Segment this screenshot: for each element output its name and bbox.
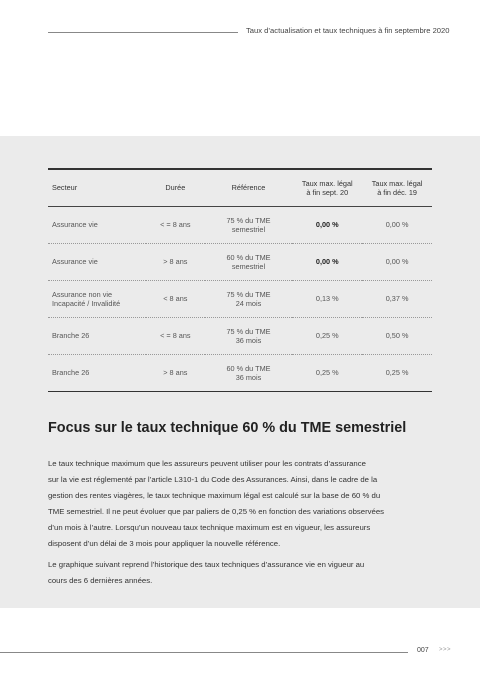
col-header-taux-dec-line2: à fin déc. 19 [377, 188, 417, 197]
cell-taux-sept: 0,00 % [292, 207, 362, 244]
table-row [48, 318, 432, 355]
cell-duree: > 8 ans [146, 355, 205, 392]
page-number: 007 [417, 647, 429, 654]
cell-secteur [48, 207, 146, 244]
cell-reference-line1: 60 % du TME [226, 363, 271, 373]
cell-reference-line2: semestriel [231, 262, 266, 271]
focus-paragraph-2 [48, 557, 432, 589]
col-header-reference: Référence [231, 183, 266, 193]
table-row [48, 281, 432, 318]
paragraph-line: sur la vie est réglementé par l’article L310-1 du Code des Assurances. Ainsi, dans le cadre de la [48, 474, 378, 484]
cell-secteur [48, 355, 146, 392]
col-header-taux-sept-line1: Taux max. légal [301, 178, 353, 188]
cell-reference [205, 355, 293, 392]
cell-taux-sept: 0,25 % [292, 318, 362, 355]
cell-secteur-line1: Assurance non vie [52, 289, 113, 299]
col-header-secteur: Secteur [52, 183, 78, 193]
cell-reference-line2: 36 mois [235, 373, 262, 382]
paragraph-line: Le graphique suivant reprend l’historique des taux techniques d’assurance vie en vigueur au [48, 560, 365, 569]
cell-duree: > 8 ans [146, 244, 205, 281]
col-header-taux-dec-line1: Taux max. légal [371, 178, 423, 188]
cell-taux-dec: 0,50 % [362, 318, 432, 355]
cell-secteur [48, 244, 146, 281]
cell-reference-line2: 36 mois [235, 336, 262, 345]
paragraph-line: gestion des rentes viagères, le taux technique maximum légal est calculé sur la base de 60 % du [48, 490, 381, 500]
cell-reference [205, 207, 293, 244]
cell-taux-dec: 0,25 % [362, 355, 432, 392]
paragraph-line: TME semestriel. Il ne peut évoluer que par paliers de 0,25 % en fonction des variations observées [48, 506, 385, 516]
cell-reference [205, 244, 293, 281]
cell-reference [205, 318, 293, 355]
cell-duree: < = 8 ans [146, 318, 205, 355]
cell-secteur [48, 281, 146, 318]
paragraph-line: disposent d’un délai de 3 mois pour appliquer la nouvelle référence. [48, 538, 281, 548]
footer-rule [0, 652, 408, 653]
cell-taux-sept: 0,25 % [292, 355, 362, 392]
cell-reference-line1: 75 % du TME [226, 215, 271, 225]
cell-reference-line1: 75 % du TME [226, 326, 271, 336]
cell-secteur-line1: Branche 26 [52, 331, 90, 341]
next-chevrons-icon: >>> [439, 647, 452, 653]
rates-table [48, 168, 432, 392]
cell-taux-dec: 0,00 % [362, 207, 432, 244]
cell-taux-dec: 0,37 % [362, 281, 432, 318]
cell-duree: < = 8 ans [146, 207, 205, 244]
cell-reference-line1: 60 % du TME [226, 252, 271, 262]
focus-title: Focus sur le taux technique 60 % du TME semestriel [48, 420, 407, 436]
cell-secteur-line1: Assurance vie [52, 220, 98, 230]
col-header-taux-sept-line2: à fin sept. 20 [306, 188, 349, 197]
table-row [48, 207, 432, 244]
table-row [48, 355, 432, 392]
header-title: Taux d’actualisation et taux techniques à fin septembre 2020 [246, 26, 450, 35]
cell-reference-line2: 24 mois [235, 299, 262, 308]
cell-secteur [48, 318, 146, 355]
table-header-row [48, 169, 432, 207]
cell-taux-sept: 0,13 % [292, 281, 362, 318]
col-header-duree: Durée [165, 183, 186, 193]
paragraph-line: d’un mois à l’autre. Lorsqu’un nouveau taux technique maximum est en vigueur, les assureurs [48, 522, 371, 532]
col-header-taux-dec [362, 169, 432, 207]
paragraph-line: Le taux technique maximum que les assureurs peuvent utiliser pour les contrats d’assurance [48, 459, 366, 468]
focus-paragraph-1 [48, 456, 432, 551]
cell-reference-line1: 75 % du TME [226, 289, 271, 299]
cell-secteur-line1: Branche 26 [52, 368, 90, 378]
cell-secteur-line1: Assurance vie [52, 257, 98, 267]
col-header-taux-sept [292, 169, 362, 207]
cell-reference-line2: semestriel [231, 225, 266, 234]
cell-reference [205, 281, 293, 318]
header-rule [48, 32, 238, 33]
table-row [48, 244, 432, 281]
cell-duree: < 8 ans [146, 281, 205, 318]
cell-taux-dec: 0,00 % [362, 244, 432, 281]
paragraph-line: cours des 6 dernières années. [48, 575, 153, 585]
cell-secteur-line2: Incapacité / Invalidité [52, 299, 121, 308]
cell-taux-sept: 0,00 % [292, 244, 362, 281]
